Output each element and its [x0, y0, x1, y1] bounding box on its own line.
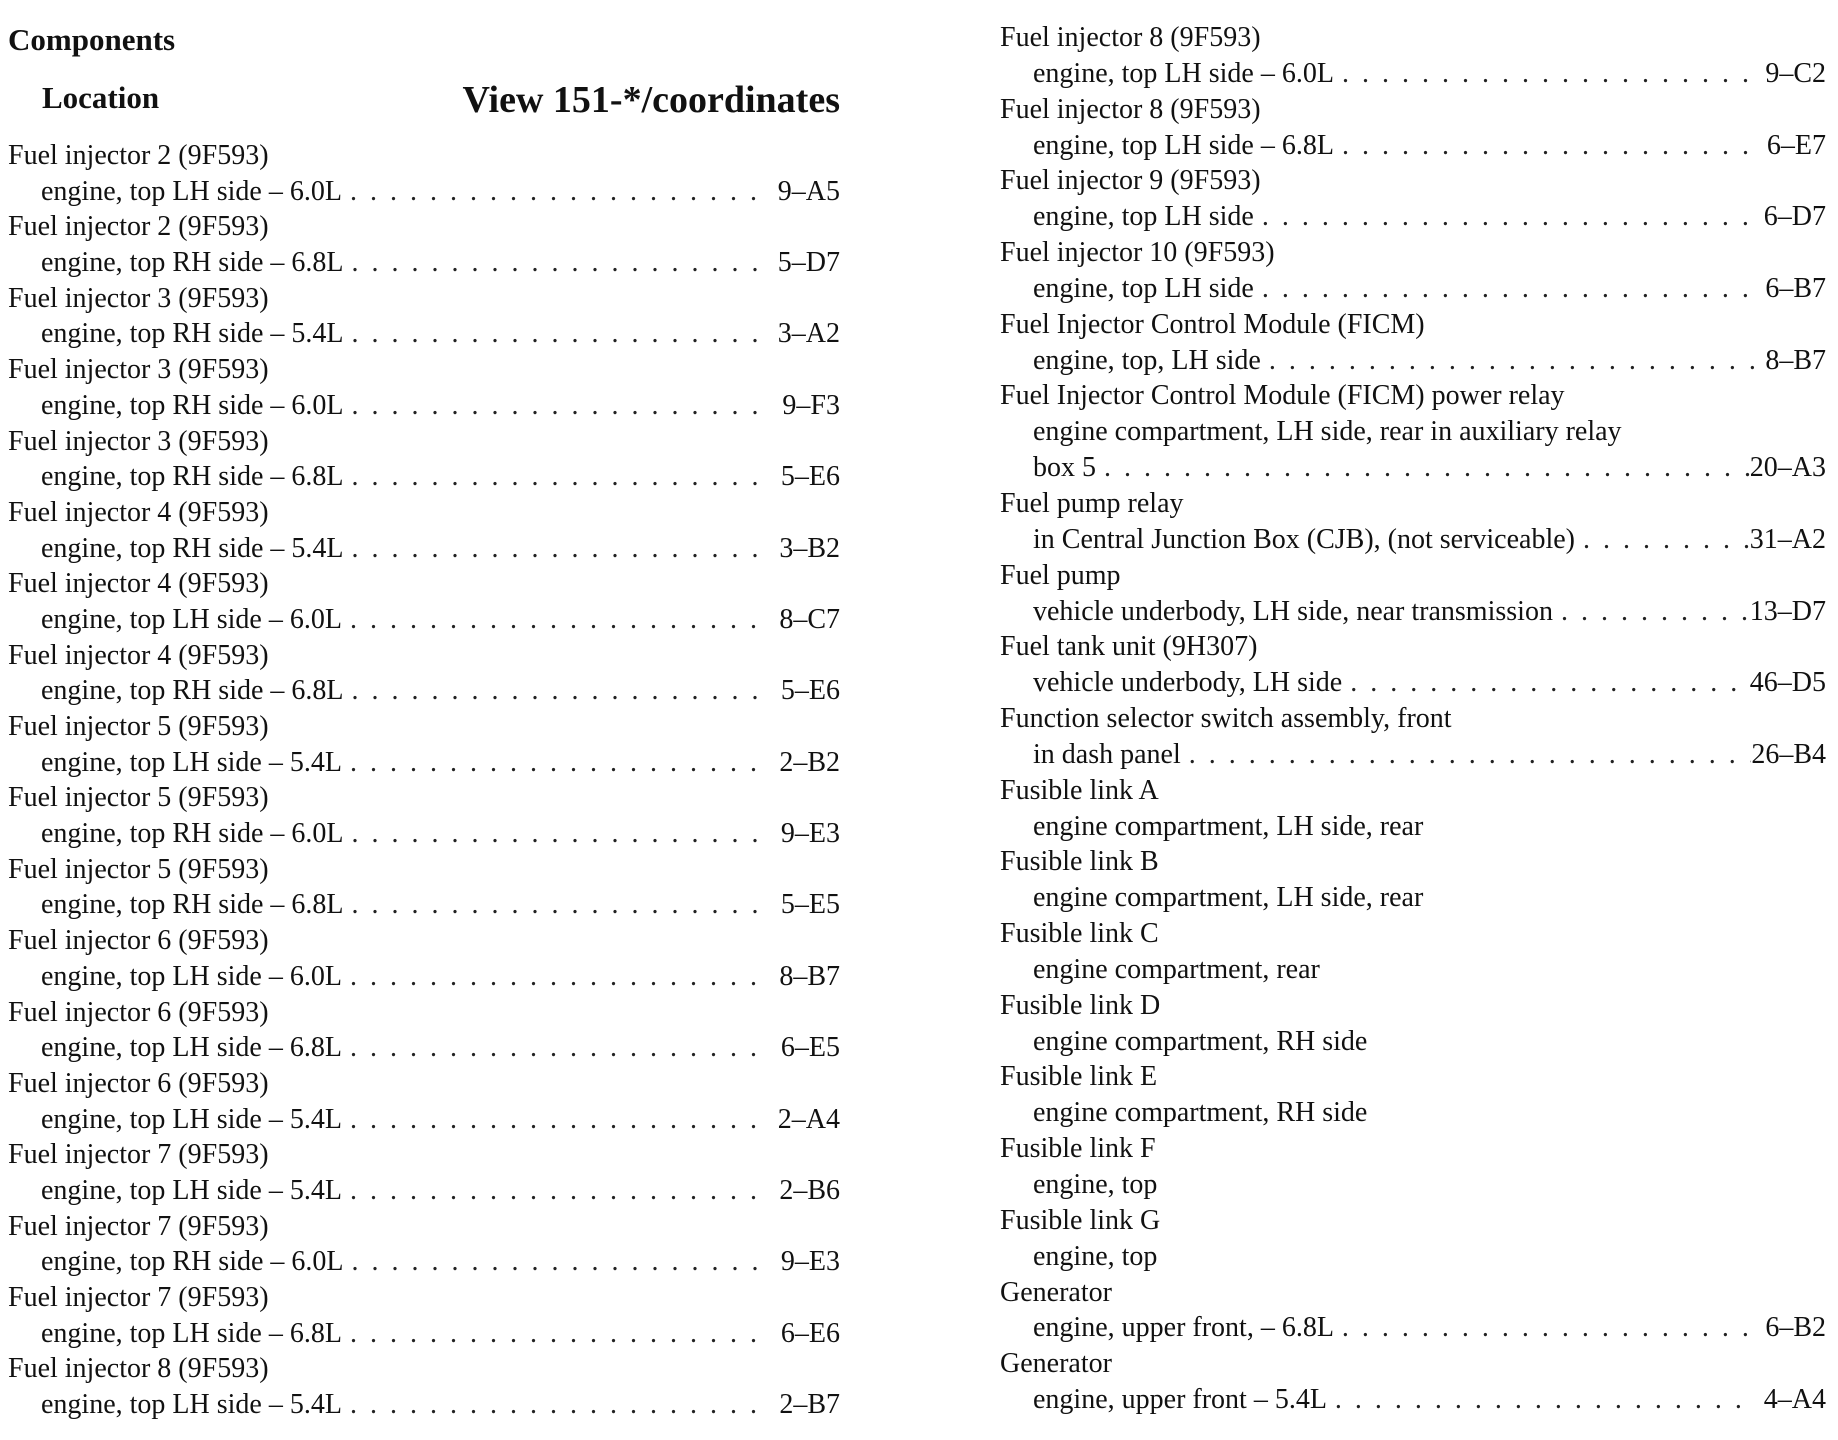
- index-entry: [1000, 307, 1826, 379]
- view-coordinate: 6–E5: [780, 1032, 840, 1064]
- dot-leader: [344, 673, 770, 709]
- component-name: Fusible link E: [1000, 1061, 1158, 1093]
- component-name: Fuel injector 5 (9F593): [8, 711, 269, 742]
- location-line: [8, 388, 840, 424]
- location-text: engine, upper front – 5.4L: [1033, 1384, 1327, 1416]
- dot-leader: [344, 245, 770, 281]
- view-coordinate: 6–E6: [780, 1317, 840, 1349]
- index-entry: [1000, 1131, 1826, 1203]
- view-coordinate: 9–F3: [782, 389, 840, 421]
- dot-leader: [342, 1102, 770, 1138]
- component-name: Fuel pump relay: [1000, 487, 1184, 519]
- location-line: [1000, 271, 1826, 307]
- index-entry: [8, 138, 840, 209]
- dot-leader: [342, 1387, 770, 1423]
- location-text: engine compartment, rear: [1033, 953, 1320, 985]
- component-name: Fuel injector 7 (9F593): [8, 1282, 269, 1313]
- column-heading-view-coordinates: View 151-*/coordinates: [462, 79, 840, 121]
- view-coordinate: 6–E7: [1766, 129, 1826, 161]
- component-name: Function selector switch assembly, front: [1000, 703, 1452, 735]
- view-coordinate: 3–B2: [779, 532, 840, 564]
- view-coordinate: 8–B7: [779, 960, 840, 992]
- location-text: engine, top LH side – 5.4L: [41, 746, 342, 778]
- component-name: Fuel injector 7 (9F593): [8, 1210, 269, 1242]
- location-text: engine, top LH side: [1033, 201, 1254, 233]
- location-line: [1000, 128, 1826, 164]
- section-heading-components: Components: [8, 22, 176, 57]
- index-entry: [8, 709, 840, 780]
- dot-leader: [344, 887, 770, 923]
- location-text: engine, top RH side – 6.0L: [41, 1246, 344, 1278]
- view-coordinate: 26–B4: [1751, 738, 1826, 770]
- location-line: [8, 673, 840, 709]
- location-text: engine, top RH side – 6.8L: [41, 461, 344, 493]
- view-coordinate: 2–B7: [779, 1389, 840, 1421]
- index-entry: [8, 780, 840, 851]
- component-name: Fuel injector 4 (9F593): [8, 496, 269, 528]
- location-text: engine, top, LH side: [1033, 344, 1261, 376]
- dot-leader: [1327, 1382, 1756, 1418]
- dot-leader: [342, 174, 770, 210]
- location-line: [8, 1030, 840, 1066]
- location-text: engine, top RH side – 6.8L: [41, 675, 344, 707]
- view-coordinate: 2–A4: [777, 1103, 840, 1135]
- location-text: engine, top LH side – 6.8L: [1033, 129, 1334, 161]
- location-line: [1000, 1024, 1826, 1060]
- location-line: [8, 1102, 840, 1138]
- dot-leader: [1254, 199, 1756, 235]
- dot-leader: [344, 316, 770, 352]
- dot-leader: [1342, 665, 1750, 701]
- dot-leader: [1334, 128, 1756, 164]
- view-coordinate: 5–E5: [780, 889, 840, 921]
- index-entry: [8, 352, 840, 423]
- location-text: engine compartment, LH side, rear: [1033, 810, 1424, 842]
- component-name: Fuel injector 10 (9F593): [1000, 237, 1275, 269]
- location-line: [8, 887, 840, 923]
- view-coordinate: 9–E3: [780, 818, 840, 850]
- component-name: Fuel injector 8 (9F593): [1000, 93, 1261, 125]
- view-coordinate: 2–B2: [779, 746, 840, 778]
- location-line: [1000, 665, 1826, 701]
- index-entry: [1000, 988, 1826, 1060]
- view-coordinate: 5–E6: [780, 461, 840, 493]
- location-line: [8, 1387, 840, 1423]
- location-text: engine, top LH side – 6.0L: [41, 603, 342, 635]
- location-text: engine compartment, LH side, rear in auxiliary relay: [1033, 416, 1622, 448]
- location-line: [1000, 952, 1826, 988]
- index-entry: [1000, 20, 1826, 92]
- index-entry: [1000, 844, 1826, 916]
- view-coordinate: 9–E3: [780, 1246, 840, 1278]
- dot-leader: [342, 959, 770, 995]
- index-entry: [8, 1209, 840, 1280]
- view-coordinate: 8–C7: [779, 603, 840, 635]
- component-name: Fuel injector 3 (9F593): [8, 425, 269, 457]
- component-name: Fuel injector 5 (9F593): [8, 782, 269, 814]
- view-coordinate: 6–B2: [1765, 1312, 1826, 1344]
- location-line: [8, 316, 840, 352]
- index-entry: [1000, 1059, 1826, 1131]
- location-line: [8, 1316, 840, 1352]
- location-text: vehicle underbody, LH side: [1033, 667, 1343, 699]
- location-text: engine, top: [1033, 1240, 1158, 1272]
- view-coordinate: 3–A2: [777, 318, 840, 350]
- view-coordinate: 6–D7: [1763, 201, 1826, 233]
- component-name: Fuel injector 7 (9F593): [8, 1139, 269, 1171]
- component-name: Fusible link A: [1000, 774, 1159, 806]
- index-entry: [1000, 92, 1826, 164]
- view-coordinate: 46–D5: [1749, 667, 1826, 699]
- index-entry: [8, 424, 840, 495]
- component-name: Fuel Injector Control Module (FICM) power relay: [1000, 380, 1565, 412]
- dot-leader: [1334, 1310, 1756, 1346]
- component-name: Fuel injector 2 (9F593): [8, 211, 269, 243]
- dot-leader: [1261, 343, 1756, 379]
- component-name: Fusible link G: [1000, 1204, 1161, 1236]
- index-entry: [8, 1066, 840, 1137]
- dot-leader: [342, 1030, 770, 1066]
- index-entry: [1000, 558, 1826, 630]
- location-text: engine compartment, RH side: [1033, 1097, 1368, 1129]
- dot-leader: [344, 388, 770, 424]
- component-name: Fuel injector 2 (9F593): [8, 140, 269, 171]
- dot-leader: [344, 1244, 770, 1280]
- view-coordinate: 4–A4: [1763, 1384, 1826, 1416]
- location-line: [1000, 594, 1826, 630]
- location-text: engine, top LH side: [1033, 272, 1254, 304]
- location-line: [8, 1173, 840, 1209]
- component-name: Fuel injector 3 (9F593): [8, 354, 269, 386]
- dot-leader: [1181, 737, 1752, 773]
- index-entry: [8, 281, 840, 352]
- dot-leader: [1334, 56, 1756, 92]
- location-line: [1000, 199, 1826, 235]
- index-entry: [1000, 1275, 1826, 1347]
- location-line: [1000, 414, 1826, 450]
- location-line: [8, 816, 840, 852]
- view-coordinate: 20–A3: [1749, 452, 1826, 484]
- index-entry: [8, 1280, 840, 1351]
- index-entry: [8, 995, 840, 1066]
- dot-leader: [342, 1316, 770, 1352]
- location-text: engine, top LH side – 5.4L: [41, 1389, 342, 1421]
- component-name: Generator: [1000, 1276, 1112, 1308]
- index-entry: [8, 1351, 840, 1422]
- view-coordinate: 6–B7: [1765, 272, 1826, 304]
- location-line: [8, 602, 840, 638]
- location-text: engine, top LH side – 6.0L: [41, 960, 342, 992]
- view-coordinate: 2–B6: [779, 1174, 840, 1206]
- location-line: [8, 174, 840, 210]
- column-heading-location: Location: [42, 80, 160, 115]
- location-line: [1000, 880, 1826, 916]
- dot-leader: [1096, 450, 1750, 486]
- view-coordinate: 5–E6: [780, 675, 840, 707]
- component-name: Fuel injector 4 (9F593): [8, 639, 269, 671]
- component-name: Fuel injector 4 (9F593): [8, 568, 269, 600]
- component-name: Fuel injector 6 (9F593): [8, 925, 269, 957]
- index-entry: [1000, 701, 1826, 773]
- view-coordinate: 13–D7: [1749, 595, 1826, 627]
- location-text: engine, top LH side – 5.4L: [41, 1103, 342, 1135]
- location-text: engine, top LH side – 5.4L: [41, 1174, 342, 1206]
- dot-leader: [342, 602, 770, 638]
- left-entry-list: [8, 138, 840, 1423]
- location-line: [8, 459, 840, 495]
- index-entry: [8, 495, 840, 566]
- location-line: [1000, 1167, 1826, 1203]
- component-name: Fuel injector 8 (9F593): [8, 1353, 269, 1385]
- index-entry: [1000, 1203, 1826, 1275]
- location-line: [8, 245, 840, 281]
- location-text: engine, top RH side – 5.4L: [41, 532, 344, 564]
- index-entry: [8, 209, 840, 280]
- location-line: [8, 959, 840, 995]
- index-entry: [1000, 163, 1826, 235]
- index-entry: [8, 923, 840, 994]
- index-entry: [1000, 1346, 1826, 1418]
- location-line: [1000, 1310, 1826, 1346]
- location-text: engine, top RH side – 6.8L: [41, 247, 344, 279]
- index-entry: [8, 638, 840, 709]
- dot-leader: [344, 531, 770, 567]
- component-name: Fuel tank unit (9H307): [1000, 631, 1258, 663]
- location-text: in dash panel: [1033, 738, 1181, 770]
- location-line: [1000, 1239, 1826, 1275]
- dot-leader: [342, 745, 770, 781]
- location-text: engine, top RH side – 6.0L: [41, 389, 344, 421]
- component-name: Fuel Injector Control Module (FICM): [1000, 308, 1425, 340]
- location-text: box 5: [1033, 452, 1096, 484]
- dot-leader: [1553, 594, 1750, 630]
- location-text: engine, top LH side – 6.8L: [41, 1317, 342, 1349]
- location-text: engine, upper front, – 6.8L: [1033, 1312, 1334, 1344]
- location-line: [8, 531, 840, 567]
- component-name: Fuel pump: [1000, 559, 1121, 591]
- right-entry-list: [1000, 20, 1826, 1418]
- dot-leader: [342, 1173, 770, 1209]
- index-entry: [1000, 916, 1826, 988]
- component-name: Fuel injector 8 (9F593): [1000, 22, 1261, 53]
- location-text: engine, top RH side – 6.8L: [41, 889, 344, 921]
- location-text: engine, top RH side – 5.4L: [41, 318, 344, 350]
- view-coordinate: 8–B7: [1765, 344, 1826, 376]
- location-line: [8, 1244, 840, 1280]
- component-name: Fuel injector 9 (9F593): [1000, 165, 1261, 197]
- location-line: [1000, 1095, 1826, 1131]
- dot-leader: [344, 816, 770, 852]
- location-line: [1000, 343, 1826, 379]
- location-text: engine, top RH side – 6.0L: [41, 818, 344, 850]
- index-entry: [1000, 773, 1826, 845]
- location-line: [8, 745, 840, 781]
- location-line: [1000, 737, 1826, 773]
- index-entry: [1000, 235, 1826, 307]
- location-text: in Central Junction Box (CJB), (not serviceable): [1033, 523, 1575, 555]
- component-name: Fuel injector 3 (9F593): [8, 282, 269, 314]
- index-entry: [1000, 378, 1826, 486]
- location-text: engine, top LH side – 6.8L: [41, 1032, 342, 1064]
- dot-leader: [1575, 522, 1750, 558]
- index-entry: [8, 1137, 840, 1208]
- location-line: [1000, 809, 1826, 845]
- component-name: Fusible link F: [1000, 1133, 1156, 1165]
- location-text: engine compartment, LH side, rear: [1033, 882, 1424, 914]
- dot-leader: [1254, 271, 1756, 307]
- location-text: engine, top LH side – 6.0L: [1033, 57, 1334, 89]
- view-coordinate: 9–C2: [1765, 57, 1826, 89]
- component-name: Fusible link D: [1000, 989, 1161, 1021]
- location-line: [1000, 522, 1826, 558]
- component-name: Fuel injector 5 (9F593): [8, 853, 269, 885]
- location-text: engine, top: [1033, 1169, 1158, 1200]
- view-coordinate: 31–A2: [1749, 523, 1826, 555]
- location-line: [1000, 56, 1826, 92]
- dot-leader: [344, 459, 770, 495]
- index-entry: [1000, 629, 1826, 701]
- component-name: Fuel injector 6 (9F593): [8, 996, 269, 1028]
- component-name: Fuel injector 6 (9F593): [8, 1067, 269, 1099]
- view-coordinate: 9–A5: [777, 175, 840, 207]
- view-coordinate: 5–D7: [777, 247, 840, 279]
- location-text: vehicle underbody, LH side, near transmission: [1033, 595, 1553, 627]
- component-name: Generator: [1000, 1348, 1112, 1380]
- location-line: [1000, 1382, 1826, 1418]
- index-entry: [1000, 486, 1826, 558]
- index-entry: [8, 566, 840, 637]
- location-text: engine compartment, RH side: [1033, 1025, 1368, 1057]
- index-entry: [8, 852, 840, 923]
- location-text: engine, top LH side – 6.0L: [41, 175, 342, 207]
- location-line: [1000, 450, 1826, 486]
- component-name: Fusible link B: [1000, 846, 1159, 878]
- component-name: Fusible link C: [1000, 918, 1159, 950]
